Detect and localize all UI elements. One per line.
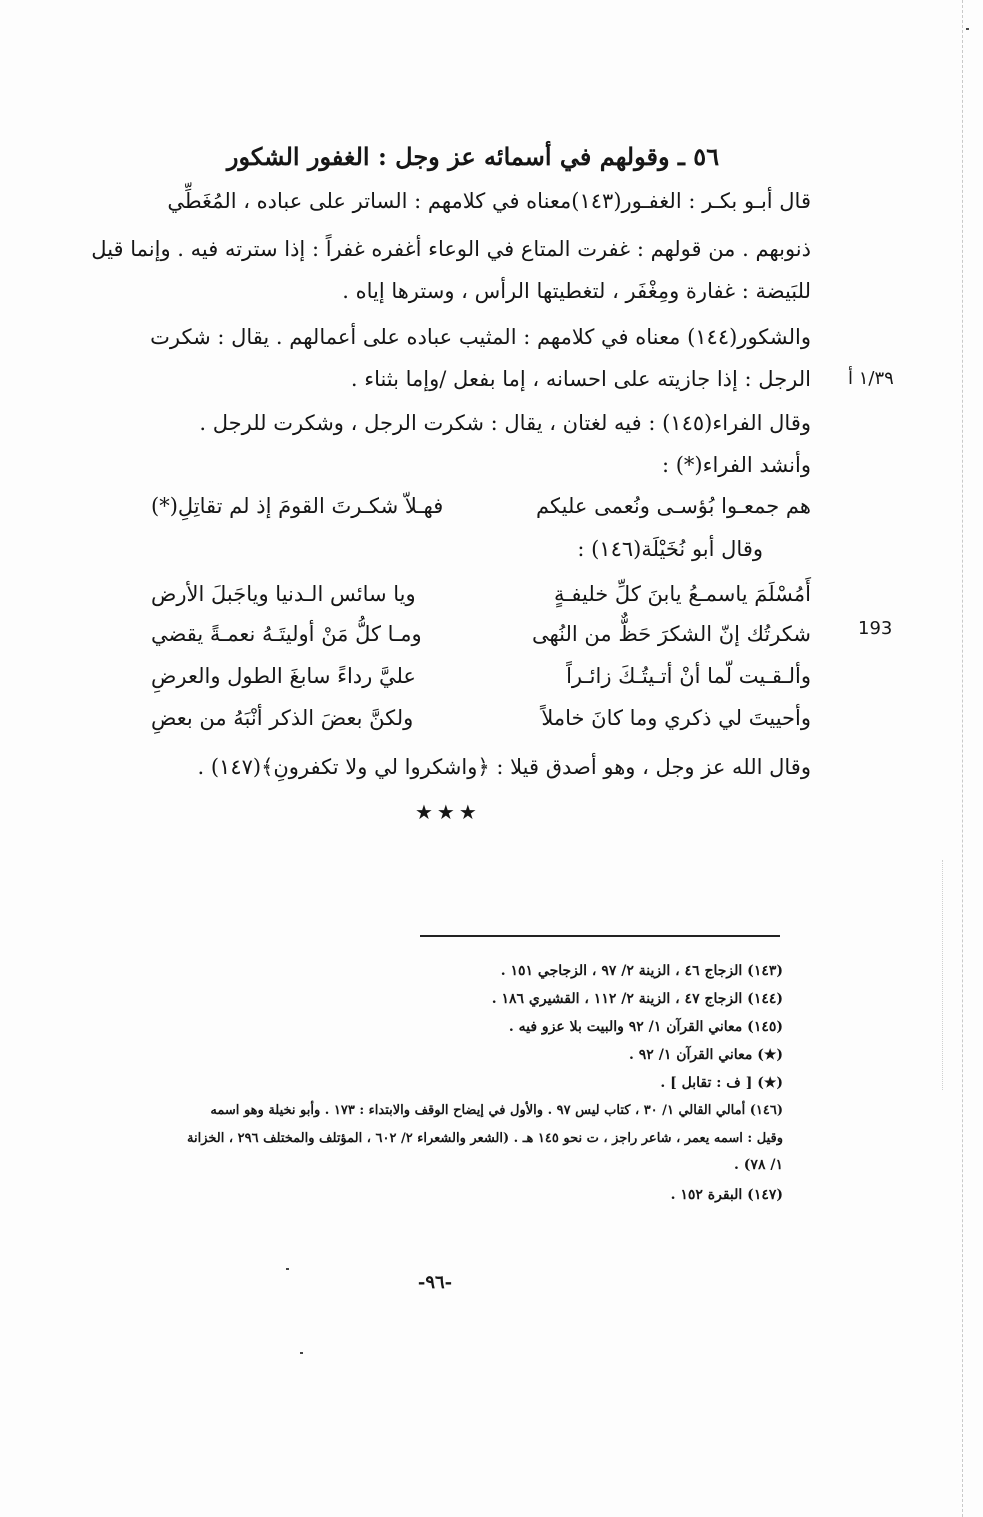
paragraph-line-1: قال أبـو بكـر : الغفـور(١٤٣)معناه في كلامهم : الساتر على عباده ، المُغَطِّي xyxy=(167,189,811,213)
paragraph-line-2: ذنوبهم . من قولهم : غفرت المتاع في الوعاء أغفره غفراً : إذا سترته فيه . وإنما قيل xyxy=(91,237,811,261)
footnote-continuation: ١/ ٧٨) . xyxy=(734,1157,783,1173)
footnote: (١٤٦) أمالي القالي ١/ ٣٠ ، كتاب ليس ٩٧ . والأول في إيضاح الوقف والابتداء : ١٧٣ . وأبو نخيلة وهو اسمه xyxy=(210,1103,783,1118)
footnote: (١٤٤) الزجاج ٤٧ ، الزينة ٢/ ١١٢ ، القشيري ١٨٦ . xyxy=(491,991,783,1007)
margin-manuscript-ref: ١/٣٩ أ xyxy=(848,368,894,389)
verse-row xyxy=(151,622,811,656)
scan-speck xyxy=(966,28,969,30)
abu-nukhayla-intro: وقال أبو نُخَيْلَة(١٤٦) : xyxy=(577,537,763,561)
footnote: (★) معاني القرآن ١/ ٩٢ . xyxy=(629,1047,783,1063)
paragraph-line-4: والشكور(١٤٤) معناه في كلامهم : المثيب عباده على أعمالهم . يقال : شكرت xyxy=(150,325,811,349)
verse-first-hemistich: وألـقـيت لّما أنْ أتـيتُـكَ زائـراً xyxy=(566,664,811,688)
verse-first-hemistich: هم جمعـوا بُؤسـى ونُعمى عليكم xyxy=(536,494,811,518)
page-number: -٩٦- xyxy=(417,1272,453,1293)
scan-edge-dots xyxy=(941,860,943,1090)
scan-speck xyxy=(300,1352,303,1354)
paragraph-line-7: وأنشد الفراء(*) : xyxy=(661,453,811,477)
paragraph-line-5: الرجل : إذا جازيته على احسانه ، إما بفعل /وإما بثناء . xyxy=(350,367,811,391)
verse-second-hemistich: ومـا كلُّ مَنْ أوليتَـهُ نعمـةً يقضي xyxy=(151,622,422,646)
footnote: وقيل : اسمه يعمر ، شاعر راجز ، ت نحو ١٤٥ هـ . (الشعر والشعراء ٢/ ٦٠٢ ، المؤتلف والمختلف ٢٩٦ ، الخزانة xyxy=(187,1131,783,1146)
scan-speck xyxy=(286,1268,289,1270)
verse-second-hemistich: ويا سائس الـدنيا وياجَبلَ الأرض xyxy=(151,582,416,606)
verse-first-hemistich: شكرتُك إنّ الشكرَ حَظٌّ من النُهى xyxy=(531,622,811,646)
footnote: (١٤٣) الزجاج ٤٦ ، الزينة ٢/ ٩٧ ، الزجاجي ١٥١ . xyxy=(500,963,783,979)
section-title: ٥٦ ـ وقولهم في أسمائه عز وجل : الغفور الشكور xyxy=(226,142,720,171)
paragraph-line-3: للبَيضة : غفارة ومِغْفَر ، لتغطيتها الرأس ، وسترها إياه . xyxy=(342,279,811,303)
verse-row xyxy=(151,494,811,528)
footnote-rule xyxy=(420,935,780,937)
footnote: (★) [ ف : تقابل ] . xyxy=(660,1075,783,1091)
footnote: (١٤٧) البقرة ١٥٢ . xyxy=(670,1187,783,1203)
footnote: (١٤٥) معاني القرآن ١/ ٩٢ والبيت بلا عزو فيه . xyxy=(508,1019,783,1035)
closing-quran-quote: وقال الله عز وجل ، وهو أصدق قيلا : ﴿واشكروا لي ولا تكفرونِ﴾(١٤٧) . xyxy=(197,755,811,779)
verse-row xyxy=(151,582,811,616)
verse-first-hemistich: وأحييتَ لي ذكري وما كانَ خاملاً xyxy=(541,706,811,730)
section-separator: ★★★ xyxy=(415,800,481,824)
verse-first-hemistich: أَمُسْلَمَ ياسمـعُ يابنَ كلِّ خليفـةٍ xyxy=(553,582,811,606)
scan-edge xyxy=(961,0,963,1517)
margin-page-number: 193 xyxy=(858,618,893,639)
verse-row xyxy=(151,706,811,740)
verse-second-hemistich: عليَّ رداءً سابغَ الطول والعرضِ xyxy=(151,664,416,688)
verse-second-hemistich: فهـلاّ شكـرتَ القومَ إذ لم تقاتِلِ(*) xyxy=(151,494,444,518)
verse-row xyxy=(151,664,811,698)
verse-second-hemistich: ولكنَّ بعضَ الذكر أنْبَهُ من بعضِ xyxy=(151,706,414,730)
paragraph-line-6: وقال الفراء(١٤٥) : فيه لغتان ، يقال : شكرت الرجل ، وشكرت للرجل . xyxy=(199,411,811,435)
